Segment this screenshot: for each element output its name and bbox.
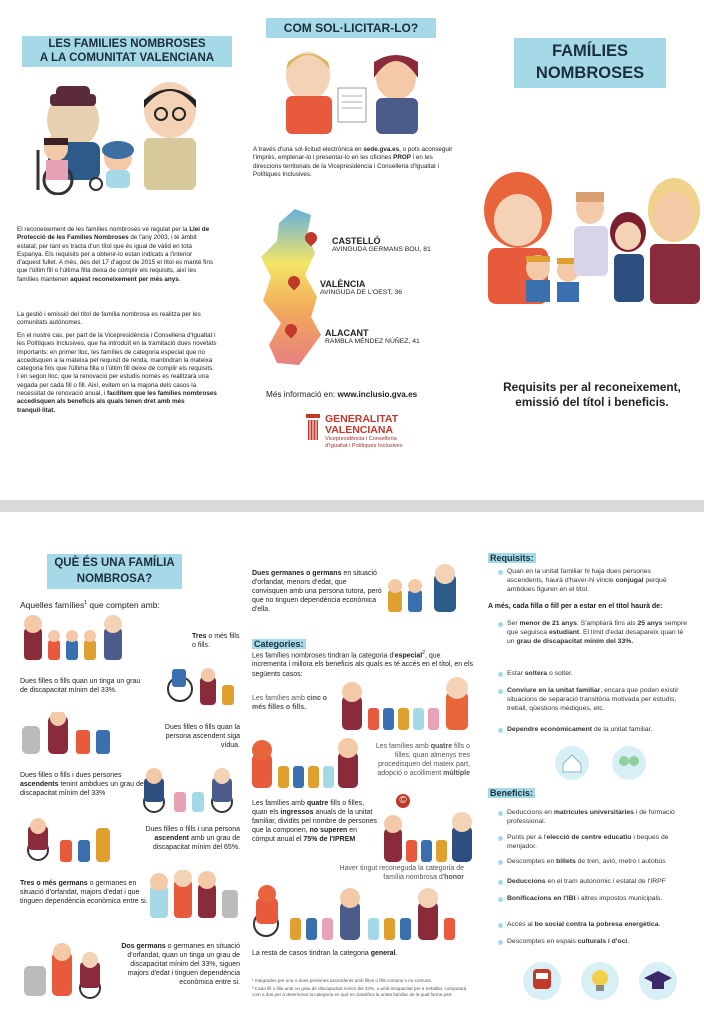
cover-title: FAMÍLIES NOMBROSES <box>514 38 666 88</box>
mid-case-text: Dues germanes o germans en situació d'orfandat, menors d'edat, que convisquen amb una persona tutora, però que no tinguen dependència econòmica d'ella. <box>252 570 382 614</box>
cat-case-2-text: Les famílies amb quatre fills o filles, quan almenys tres procedisquen del mateix part, adopció o acolliment múltiple <box>375 743 470 778</box>
office-valencia: VALÈNCIA AVINGUDA DE L'OEST, 36 <box>320 279 403 296</box>
document-icon <box>338 88 366 122</box>
benefit-6: Accés al bo social contra la pobresa energètica. <box>507 921 693 930</box>
home-icons <box>555 744 655 782</box>
cat-case-3-illustration <box>382 808 474 864</box>
girl-figure <box>102 141 134 188</box>
cat-case-3-text: Les famílies amb quatre fills o filles, quan els ingressos anuals de la unitat familiar, dividits pel nombre de persones que la componen, no superen en còmput anual el 75% de l'IPREM <box>252 800 377 844</box>
lightbulb-icon <box>581 962 619 1000</box>
man-glasses-figure <box>144 82 196 190</box>
benefit-icons <box>522 960 682 1002</box>
case-1-text: Tres o més fills o fills. <box>192 633 240 650</box>
case-disabled-parent-illustration <box>22 816 112 864</box>
what-is-title: QUÈ ÉS UNA FAMÍLIA NOMBROSA? <box>47 554 182 589</box>
req-5: Dependre econòmicament de la unitat familiar. <box>507 726 657 735</box>
office-castello: CASTELLÓ AVINGUDA GERMANS BOU, 81 <box>332 236 431 253</box>
benefit-7: Descomptes en espais culturals i d'oci. <box>507 938 693 947</box>
page-inner-spread <box>0 512 704 1024</box>
mid-case-illustration <box>382 564 462 614</box>
child-big-figure <box>574 192 608 276</box>
man-grey-figure <box>648 178 700 304</box>
req-2: Ser menor de 21 anys. S'ampliarà fins als 25 anys sempre que seguisca estudiant. El límit d'edat desapareix quan té un grau de discapacitat mínim del 33%. <box>507 620 688 645</box>
honor-family-illustration <box>250 884 472 944</box>
graduation-cap-icon <box>639 962 677 1000</box>
cat-case-2-illustration <box>250 734 360 790</box>
left-paragraph-1: El reconeixement de les famílies nombroses ve regulat per la Llei de Protecció de les Famílies Nombroses de l'any 2003, i té àmbit estatal; per tant es tracta d'un títol que és igual de vàlid en tota Espanya. Els requisits per a obtenir-lo estan indicats a l'interior d'aquest fullet. A més, des del 17 d'agost de 2015 el títol es manté fins que l'últim fill o l'última filla deixa de complir els requisits, així les famílies mantenen aquest reconeixement per més anys. <box>17 226 213 283</box>
clerk-figure <box>286 52 332 134</box>
case-4-text: Dues filles o fills i dues persones ascendents tenint ambdues un grau de discapacitat mínim del 33% <box>20 772 144 798</box>
req-3: Estar soltera o solter. <box>507 670 687 679</box>
application-exchange-illustration <box>272 44 432 136</box>
mid-text: A través d'una sol·licitud electrònica en sede.gva.es, o pots aconseguir l'imprès, emplenar-lo i presentar-lo en les oficines PROP i en les direccions territorials de la Vicepresidència i Conselleria d'Igualtat i Polítiques Inclusives. <box>253 146 453 178</box>
train-icon <box>523 962 561 1000</box>
left-title: LES FAMILIES NOMBROSES A LA COMUNITAT VALENCIANA <box>22 36 232 67</box>
cover-subtitle: Requisits per al reconeixement, emissió del títol i beneficis. <box>503 380 681 409</box>
page-outer-spread <box>0 0 704 500</box>
case-5-text: Dues filles o fills i una persona ascendent amb un grau de discapacitat mínim del 65%. <box>145 826 240 852</box>
left-paragraph-2: La gestió i emissió del títol de família nombrosa es realitza per les comunitats autònomes. <box>17 311 201 327</box>
beneficis-title: Beneficis: <box>490 788 534 798</box>
categories-text: Les famílies nombroses tindran la categoria d'especial$^2$, que incrementa i millora els beneficis als quals es té accés en el títol, en els següents casos: <box>252 650 473 678</box>
case-3-text: Dues filles o fills quan la persona ascendent siga vídua. <box>164 724 240 750</box>
mid-title: COM SOL·LICITAR-LO? <box>266 18 436 38</box>
girl-dark-hair-figure <box>610 212 646 302</box>
left-paragraph-3: En el nostre cas, per part de la Vicepresidència i Conselleria d'Igualtat i les Polítiques Inclusives, que ha introduït en la tramitació dues novetats importants: en primer lloc, les famílies de categoria especial que no accedisquen a la mateixa pel requisit de renda, mantindran la mateixa categoria fins que l'última filla o l'últim fill deixe de complir els requisits. I en segon lloc, que la renovació per estudis només es realitzarà una vegada per cada fill o fill. Així, evitem en la majoria dels casos la necessitat de renovació anual, i facilitem que les famílies nombroses accedisquen als beneficis als quals tenen dret amb més tranquil·litat. <box>17 332 217 414</box>
case-disabled-parents-illustration <box>140 766 240 816</box>
case-6-text: Tres o més germans o germanes en situació d'orfandat, majors d'edat i que tinguen dependència econòmica entre si. <box>20 880 148 906</box>
applicant-figure <box>374 55 418 134</box>
benefit-4: Deduccions en el tram autonòmic i estatal de l'IRPF <box>507 878 693 887</box>
generalitat-logo-text: GENERALITAT VALENCIANA Vicepresidència i Conselleria d'Igualtat i Polítiques Inclusives <box>325 413 403 449</box>
case-three-children-illustration <box>20 612 130 664</box>
case-orphans-disability-illustration <box>22 942 112 1002</box>
more-info: Més informació en: www.inclusio.gva.es <box>266 390 418 399</box>
more-info-link[interactable]: www.inclusio.gva.es <box>337 390 418 399</box>
req-intro: A més, cada filla o fill per a estar en el títol haurà de: <box>488 603 663 610</box>
case-widow-illustration <box>20 712 120 756</box>
benefit-5: Bonificacions en l'IBI i altres impostos municipals. <box>507 895 687 904</box>
general-text: La resta de casos tindran la categoria general. <box>252 950 398 957</box>
footnotes: ¹ Integrades per una o dues persones ascendents amb filles o fills comuns o no comuns. ² Cada fill o filla amb un grau de discapacitat mínim del 33%, o amb incapacitat per a treballar, computarà com a dos per a determinar la categoria en què es classifica la unitat familiar de la qual forma part. <box>252 978 467 997</box>
cat-case-1-text: Les famílies amb cinc o més filles o fills. <box>252 695 328 712</box>
case-7-text: Dos germans o germanes en situació d'orfandat, quan un tinga un grau de discapacitat mínim del 33%, siguen majors d'edat i tinguen dependència econòmica entre si. <box>121 943 240 987</box>
benefit-1: Deduccions en matrícules universitàries i de formació professional. <box>507 809 687 827</box>
family-wheelchair-illustration <box>18 80 228 195</box>
intro-text: Aquelles famílies$^1$ que compten amb: <box>20 600 160 610</box>
case-disability-illustration <box>160 667 240 707</box>
requisits-title: Requisits: <box>490 553 534 563</box>
generalitat-logo-icon <box>304 414 322 446</box>
euro-icon: © <box>396 794 410 808</box>
office-alacant: ALACANT RAMBLA MÉNDEZ NÚÑEZ, 41 <box>325 328 420 345</box>
benefit-3: Descomptes en billets de tren, avió, metro i autobús <box>507 858 693 867</box>
benefit-2: Punts per a l'elecció de centre educatiu i beques de menjador. <box>507 834 687 852</box>
req-4: Conviure en la unitat familiar, encara que poden existir situacions de separació transitòria motivada per estudis, treball, qüestions mèdiques, etc. <box>507 687 687 714</box>
categories-title: Categories: <box>254 639 304 649</box>
cover-family-illustration <box>480 170 702 310</box>
req-1: Quan en la unitat familiar hi haja dues persones ascendents, haurà d'haver-hi vincle conjugal perquè ambdues figuren en el títol. <box>507 568 687 595</box>
honor-text: Haver tingut reconeguda la categoria de família nombrosa d'honor <box>339 865 464 882</box>
cat-case-1-illustration <box>340 676 470 732</box>
case-orphans-illustration <box>148 870 240 920</box>
case-2-text: Dues filles o fills quan un tinga un grau de discapacitat mínim del 33%. <box>20 678 141 695</box>
